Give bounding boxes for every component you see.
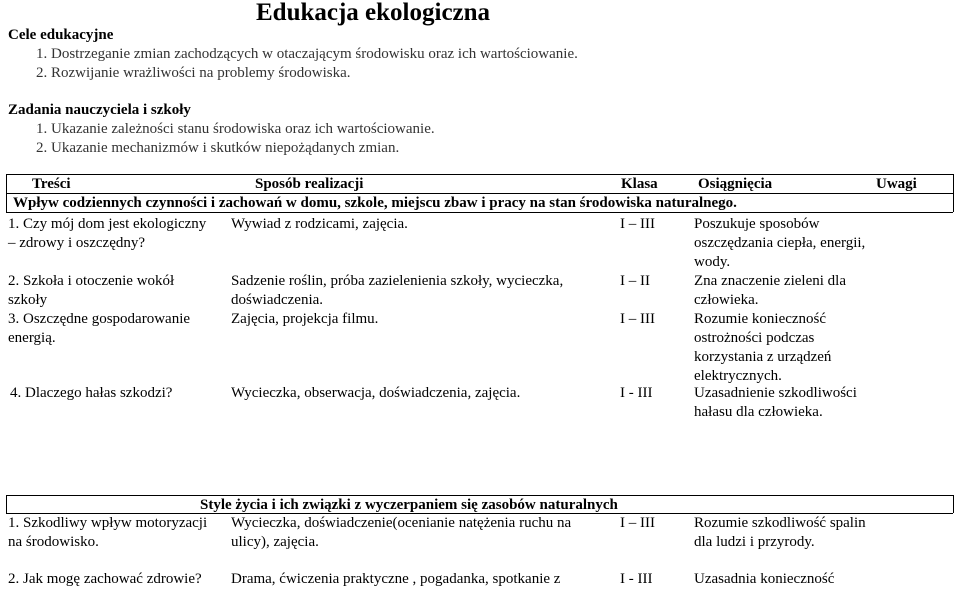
goal-item: 1. Dostrzeganie zmian zachodzących w otaczającym środowisku oraz ich wartościowanie.	[36, 46, 578, 62]
row-outcome: Uzasadnienie szkodliwości hałasu dla człowieka.	[694, 385, 857, 420]
tasks-heading: Zadania nauczyciela i szkoły	[8, 102, 191, 118]
row-class: I – II	[620, 273, 650, 289]
table-header-class: Klasa	[621, 176, 658, 192]
row-class: I - III	[620, 571, 653, 587]
table-border	[6, 174, 7, 212]
table-header-method: Sposób realizacji	[255, 176, 364, 192]
table-border	[6, 174, 953, 175]
row-outcome: Poszukuje sposobów oszczędzania ciepła, energii, wody.	[694, 216, 866, 270]
page-title: Edukacja ekologiczna	[256, 0, 491, 26]
section-title: Wpływ codziennych czynności i zachowań w domu, szkole, miejscu zbaw i pracy na stan środowiska naturalnego.	[13, 195, 737, 211]
row-method: Drama, ćwiczenia praktyczne , pogadanka, spotkanie z	[231, 571, 561, 587]
row-content: 3. Oszczędne gospodarowanie energią.	[8, 311, 191, 346]
row-outcome: Zna znaczenie zieleni dla człowieka.	[694, 273, 846, 308]
row-class: I – III	[620, 515, 655, 531]
goals-heading: Cele edukacyjne	[8, 27, 114, 43]
row-class: I – III	[620, 216, 655, 232]
table-border	[6, 212, 953, 213]
row-class: I – III	[620, 311, 655, 327]
table-header-content: Treści	[32, 176, 71, 192]
row-class: I - III	[620, 385, 653, 401]
task-item: 1. Ukazanie zależności stanu środowiska oraz ich wartościowanie.	[36, 121, 435, 137]
row-outcome: Rozumie szkodliwość spalin dla ludzi i przyrody.	[694, 515, 866, 550]
table-border	[953, 495, 954, 513]
row-method: Wywiad z rodzicami, zajęcia.	[231, 216, 408, 232]
row-outcome: Rozumie konieczność ostrożności podczas korzystania z urządzeń elektrycznych.	[694, 311, 832, 384]
row-method: Wycieczka, obserwacja, doświadczenia, zajęcia.	[231, 385, 521, 401]
section-title: Style życia i ich związki z wyczerpaniem się zasobów naturalnych	[200, 497, 618, 513]
row-content: 1. Czy mój dom jest ekologiczny – zdrowy i oszczędny?	[8, 216, 207, 251]
table-header-outcome: Osiągnięcia	[698, 176, 773, 192]
row-outcome: Uzasadnia konieczność	[694, 571, 835, 587]
table-border	[6, 495, 7, 513]
row-content: 2. Jak mogę zachować zdrowie?	[8, 571, 202, 587]
table-border	[953, 174, 954, 212]
task-item: 2. Ukazanie mechanizmów i skutków niepożądanych zmian.	[36, 140, 400, 156]
row-method: Wycieczka, doświadczenie(ocenianie natężenia ruchu na ulicy), zajęcia.	[231, 515, 572, 550]
goal-item: 2. Rozwijanie wrażliwości na problemy środowiska.	[36, 65, 351, 81]
row-method: Zajęcia, projekcja filmu.	[231, 311, 379, 327]
row-method: Sadzenie roślin, próba zazielenienia szkoły, wycieczka, doświadczenia.	[231, 273, 564, 308]
row-content: 2. Szkoła i otoczenie wokół szkoły	[8, 273, 175, 308]
row-content: 1. Szkodliwy wpływ motoryzacji na środowisko.	[8, 515, 208, 550]
table-header-notes: Uwagi	[876, 176, 917, 192]
row-content: 4. Dlaczego hałas szkodzi?	[10, 385, 173, 401]
